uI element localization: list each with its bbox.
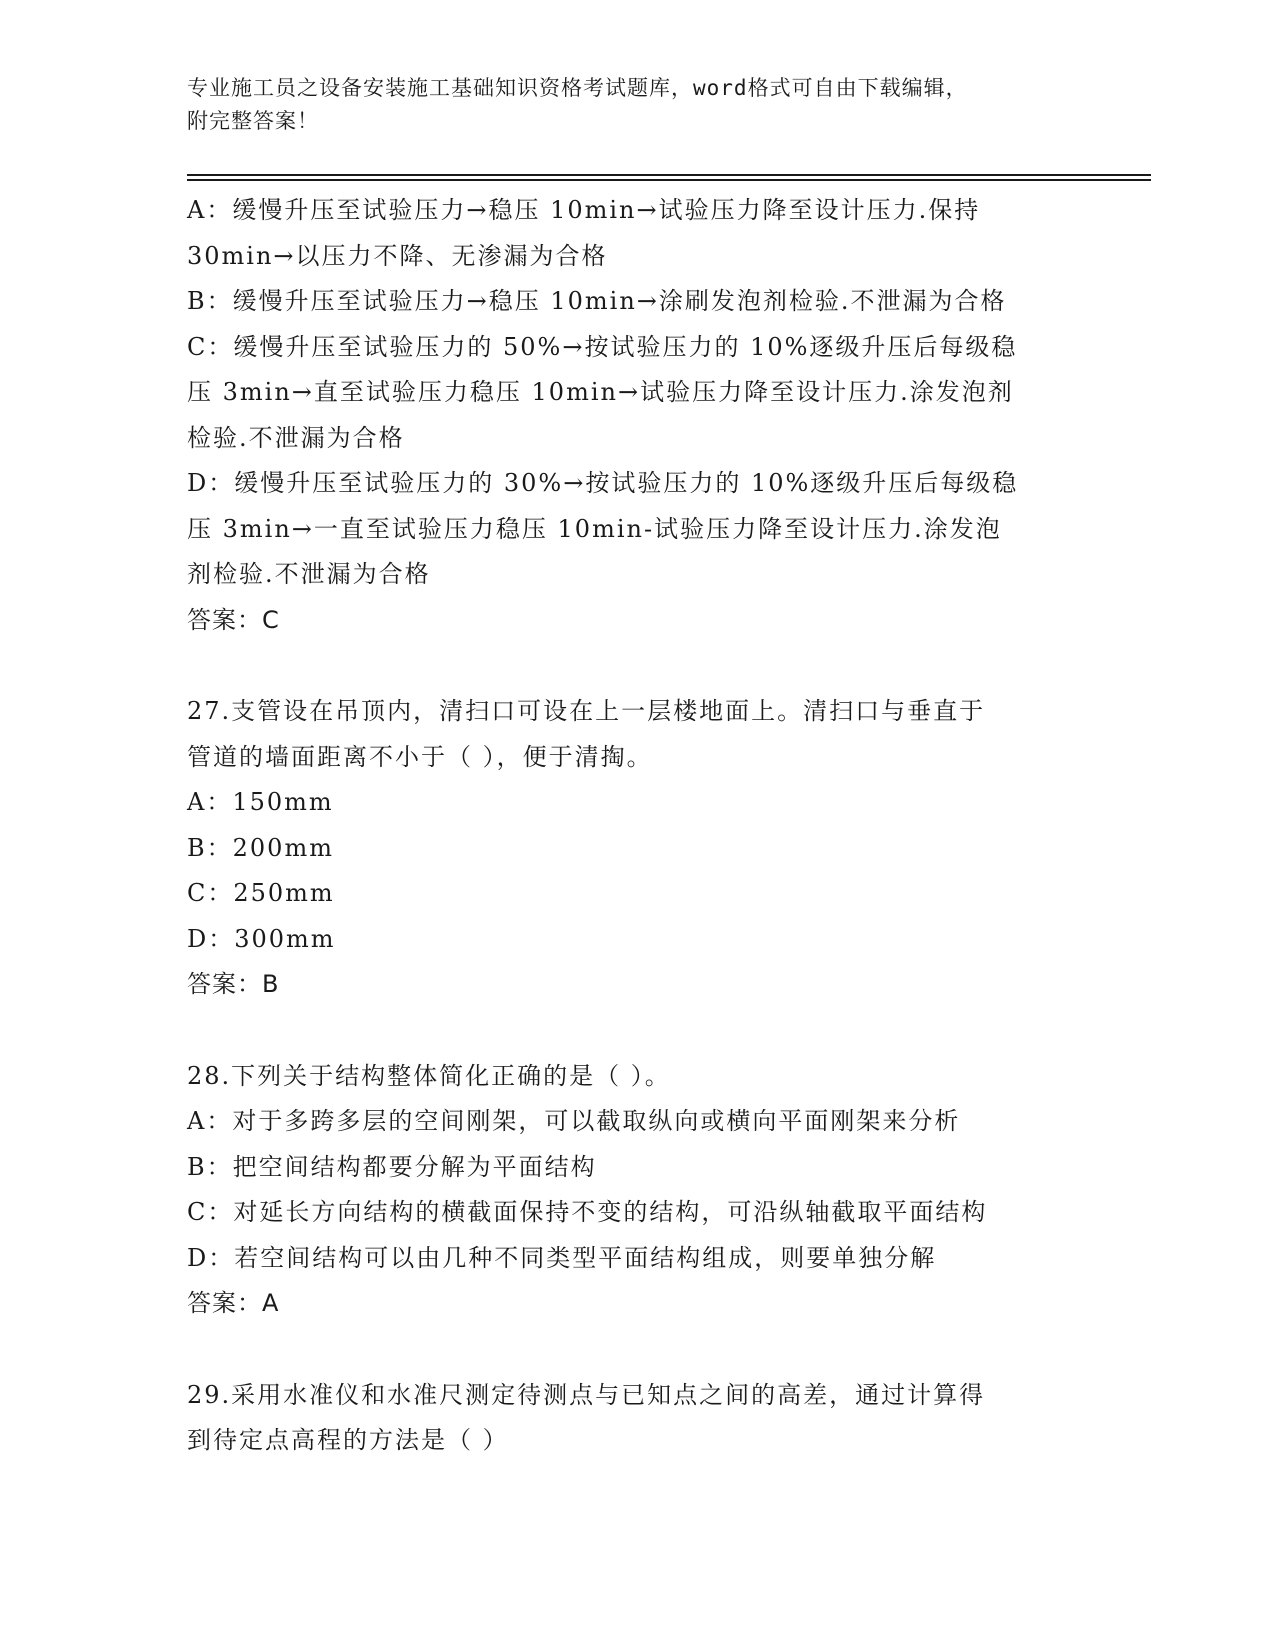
q27-option-b: B：200mm	[187, 833, 334, 862]
q26-option-c-line-2: 压 3min→直至试验压力稳压 10min→试验压力降至设计压力.涂发泡剂	[187, 378, 1014, 406]
q27-option-c: C：250mm	[187, 879, 335, 907]
q26-option-d-line-2: 压 3min→一直至试验压力稳压 10min-试验压力降至设计压力.涂发泡	[187, 514, 1002, 543]
q28-stem: 28.下列关于结构整体简化正确的是（ ）。	[187, 1061, 671, 1090]
q29-stem-line-2: 到待定点高程的方法是（ ）	[187, 1426, 509, 1454]
question-content	[187, 188, 1087, 1464]
spacer	[187, 1008, 1087, 1054]
q28-option-b: B：把空间结构都要分解为平面结构	[187, 1152, 597, 1181]
spacer	[187, 643, 1087, 689]
q27-answer: 答案：B	[187, 970, 280, 998]
q26-option-d-line-3: 剂检验.不泄漏为合格	[187, 560, 431, 588]
q28-answer: 答案：A	[187, 1289, 280, 1317]
q27-option-a: A：150mm	[187, 788, 334, 816]
q27-option-d: D：300mm	[187, 924, 336, 953]
question-27-block	[187, 689, 1087, 1008]
question-26-block	[187, 188, 1087, 643]
q27-stem-line-1: 27.支管设在吊顶内，清扫口可设在上一层楼地面上。清扫口与垂直于	[187, 697, 986, 725]
header-rule-top	[187, 174, 1151, 176]
header-line-1: 专业施工员之设备安装施工基础知识资格考试题库，word格式可自由下载编辑，	[187, 76, 968, 100]
q28-option-c: C：对延长方向结构的横截面保持不变的结构，可沿纵轴截取平面结构	[187, 1198, 988, 1226]
q28-option-d: D：若空间结构可以由几种不同类型平面结构组成，则要单独分解	[187, 1243, 937, 1272]
q26-option-d-line-1: D：缓慢升压至试验压力的 30%→按试验压力的 10%逐级升压后每级稳	[187, 469, 1019, 497]
question-28-block	[187, 1054, 1087, 1327]
q26-option-c-line-3: 检验.不泄漏为合格	[187, 423, 405, 452]
q27-stem-line-2: 管道的墙面距离不小于（ ），便于清掏。	[187, 742, 653, 771]
q28-option-a: A：对于多跨多层的空间刚架，可以截取纵向或横向平面刚架来分析	[187, 1107, 961, 1135]
header-rule-bottom	[187, 179, 1151, 181]
q26-option-a-line-1: A：缓慢升压至试验压力→稳压 10min→试验压力降至设计压力.保持	[187, 196, 981, 224]
document-header	[187, 72, 1067, 138]
q26-option-a-line-2: 30min→以压力不降、无渗漏为合格	[187, 241, 608, 270]
q29-stem-line-1: 29.采用水准仪和水准尺测定待测点与已知点之间的高差，通过计算得	[187, 1380, 986, 1409]
q26-answer: 答案：C	[187, 605, 280, 634]
spacer	[187, 1327, 1087, 1373]
question-29-block	[187, 1373, 1087, 1464]
q26-option-c-line-1: C：缓慢升压至试验压力的 50%→按试验压力的 10%逐级升压后每级稳	[187, 332, 1018, 361]
header-line-2: 附完整答案！	[187, 109, 319, 133]
q26-option-b: B：缓慢升压至试验压力→稳压 10min→涂刷发泡剂检验.不泄漏为合格	[187, 287, 1007, 315]
